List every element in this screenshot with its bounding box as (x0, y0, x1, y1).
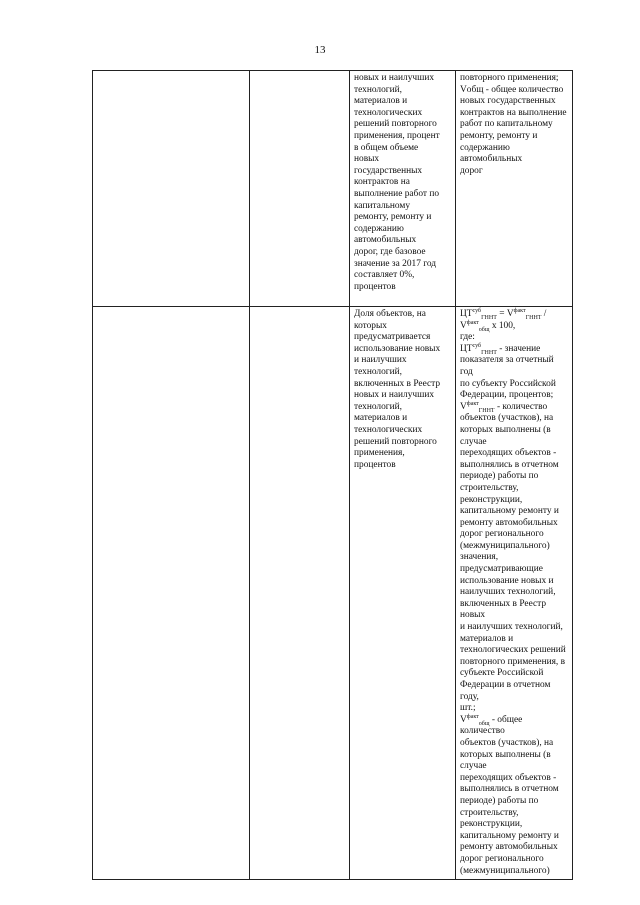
row1-col1-cell (93, 71, 250, 307)
formula-block: $ЦТ^{суб}_{ГННТ} = V^{факт}_{ГННТ}$ / $V^{факт}_{общ}$ x 100, где: $ЦТ^{суб}_{ГННТ}$ - значение показателя за отчетный год по субъекту Российской Федерации, процентов; $V^{факт}_{ГННТ}$ - количество объектов (участков), на которых выполнены (в случае переходящих объектов - выполнялись в отчетном периоде) работы по строительству, реконструкции, капитальному ремонту и ремонту автомобильных дорог регионального (межмуниципального) значения, предусматривающие использование новых и наилучших технологий, включенных в Реестр новых и наилучших технологий, материалов и технологических решений повторного применения, в субъекте Российской Федерации в отчетном году, шт.; $V^{факт}_{общ}$ - общее количество объектов (участков), на которых выполнены (в случае переходящих объектов - выполнялись в отчетном периоде) работы по строительству, реконструкции, капитальному ремонту и ремонту автомобильных дорог регионального (межмуниципального) (460, 307, 566, 876)
row2-col2-cell (250, 307, 350, 880)
indicators-table (92, 70, 573, 880)
row1-col2-cell (250, 71, 350, 307)
row1-formula-cell (456, 71, 573, 307)
table-row (93, 71, 573, 307)
row2-formula-cell (456, 307, 573, 880)
table-row (93, 307, 573, 880)
page-number: 13 (314, 44, 326, 56)
indicator-text: новых и наилучших технологий, материалов и технологических решений повторного применения, процент в общем объеме новых государственных контрактов на выполнение работ по капитальному ремонту, ремонту и содержанию автомобильных дорог, где базовое значение за 2017 год составляет 0%, процентов (354, 73, 440, 292)
row1-indicator-cell (350, 71, 456, 307)
indicator-text: Доля объектов, на которых предусматривается использование новых и наилучших технологий, включенных в Реестр новых и наилучших технологий, материалов и технологических решений повторного применения, процентов (354, 309, 441, 470)
formula-description: повторного применения; Vобщ - общее количество новых государственных контрактов на выполнение работ по капитальному ремонту, ремонту и содержанию автомобильных дорог (460, 73, 567, 176)
row2-indicator-cell (350, 307, 456, 880)
row2-col1-cell (93, 307, 250, 880)
